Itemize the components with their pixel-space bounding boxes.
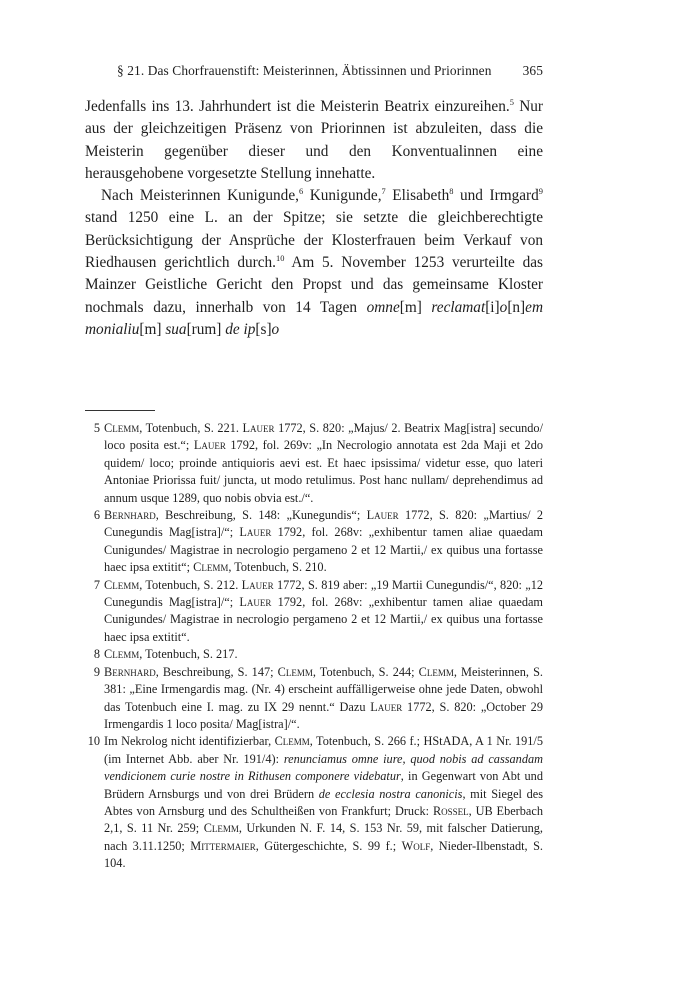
footnote	[85, 664, 543, 734]
footnote-number: 10	[87, 734, 100, 749]
paragraph: Nach Meisterinnen Kunigunde,$^6$ Kunigunde,$^7$ Elisabeth$^8$ und Irmgard$^9$ stand 1250 eine L. an der Spitze; sie setzte die gleichberechtigte Berücksichtigung der Ansprüche der Klosterfrauen beim Verkauf von Riedhausen gerichtlich durch.$^{10}$ Am 5. November 1253 verurteilte das Mainzer Geistliche Gericht den Propst und das gemeinsame Kloster nochmals dazu, innerhalb von 14 Tagen omne[m] reclamat[i]o[n]em monialiu[m] sua[rum] de ip[s]o	[85, 187, 544, 338]
footnote-text: Im Nekrolog nicht identifizierbar, Clemm, Totenbuch, S. 266 f.; HStADA, A 1 Nr. 191/5 (im Internet Abb. aber Nr. 191/4): renunciamus omne iure, quod nobis ad cassandam vendicionem curie nostre in Rithusen componere videbatur, in Gegenwart von Abt und Brüdern Arnsburgs und von drei Brüdern de ecclesia nostra canonicis, mit Siegel des Abtes von Arnsburg und des Schultheißen von Frankfurt; Druck: Rossel, UB Eberbach 2,1, S. 11 Nr. 259; Clemm, Urkunden N. F. 14, S. 153 Nr. 59, mit falscher Datierung, nach 3.11.1250; Mittermaier, Gütergeschichte, S. 99 f.; Wolf, Nieder-Ilbenstadt, S. 104.	[104, 734, 544, 871]
footnote	[85, 507, 543, 577]
footnote-number: 9	[93, 664, 100, 679]
footnotes	[85, 420, 543, 873]
footnote-text: Clemm, Totenbuch, S. 221. Lauer 1772, S. 820: „Majus/ 2. Beatrix Mag[istra] secundo/ loco posita est.“; Lauer 1792, fol. 269v: „In Necrologio annotata est 2da Maji et 2do quidem/ loco; proinde antiquioris aevi est. Et haec ipsissima/ videtur esse, quo lateri Antoniae Priorissa fuit/ juncta, ut modo retulimus. Post hanc nullam/ deprehendimus ad annum usque 1289, quo nobis obvia est./“.	[104, 421, 544, 505]
footnote	[85, 577, 543, 647]
footnote-number: 8	[93, 647, 100, 662]
footnote	[85, 733, 543, 872]
footnote-number: 7	[93, 577, 100, 592]
main-text	[85, 96, 543, 341]
footnote-text: Clemm, Totenbuch, S. 217.	[104, 647, 238, 662]
footnote-divider	[85, 410, 155, 411]
footnote-text: Bernhard, Beschreibung, S. 147; Clemm, Totenbuch, S. 244; Clemm, Meisterinnen, S. 381: „Eine Irmengardis mag. (Nr. 4) erscheint auffälligerweise ohne jede Daten, obwohl das Totenbuch eine I. mag. zu IX 29 nennt.“ Dazu Lauer 1772, S. 820: „October 29 Irmengardis 1 loco posita/ Mag[istra]/“.	[104, 664, 543, 731]
footnote-number: 6	[93, 508, 100, 523]
paragraph: Jedenfalls ins 13. Jahrhundert ist die Meisterin Beatrix einzureihen.$^5$ Nur aus der gleichzeitigen Präsenz von Priorinnen ist abzuleiten, dass die Meisterin gegenüber dieser und den Konventualinnen eine herausgehobene vorgesetzte Stellung innehatte.	[85, 98, 543, 182]
page-number: 365	[522, 63, 543, 78]
footnote	[85, 646, 543, 663]
footnote-text: Clemm, Totenbuch, S. 212. Lauer 1772, S. 819 aber: „19 Martii Cunegundis/“, 820: „12 Cunegundis Mag[istra]/“; Lauer 1792, fol. 268v: „exhibentur tamen aliae quaedam Cunigundes/ Magistrae in necrologio pergameno 2 et 12 Martii,/ ex quibus una fortasse haec ipsa extitit“.	[104, 577, 543, 644]
footnote-text: Bernhard, Beschreibung, S. 148: „Kunegundis“; Lauer 1772, S. 820: „Martius/ 2 Cunegundis Mag[istra]/“; Lauer 1792, fol. 268v: „exhibentur tamen aliae quaedam Cunigundes/ Magistrae in necrologio pergameno 2 et 12 Martii,/ ex quibus una fortasse haec ipsa extitit“; Clemm, Totenbuch, S. 210.	[104, 508, 543, 575]
footnote-number: 5	[93, 421, 100, 435]
running-title: § 21. Das Chorfrauenstift: Meisterinnen, Äbtissinnen und Priorinnen	[117, 63, 492, 78]
footnote	[85, 420, 543, 507]
